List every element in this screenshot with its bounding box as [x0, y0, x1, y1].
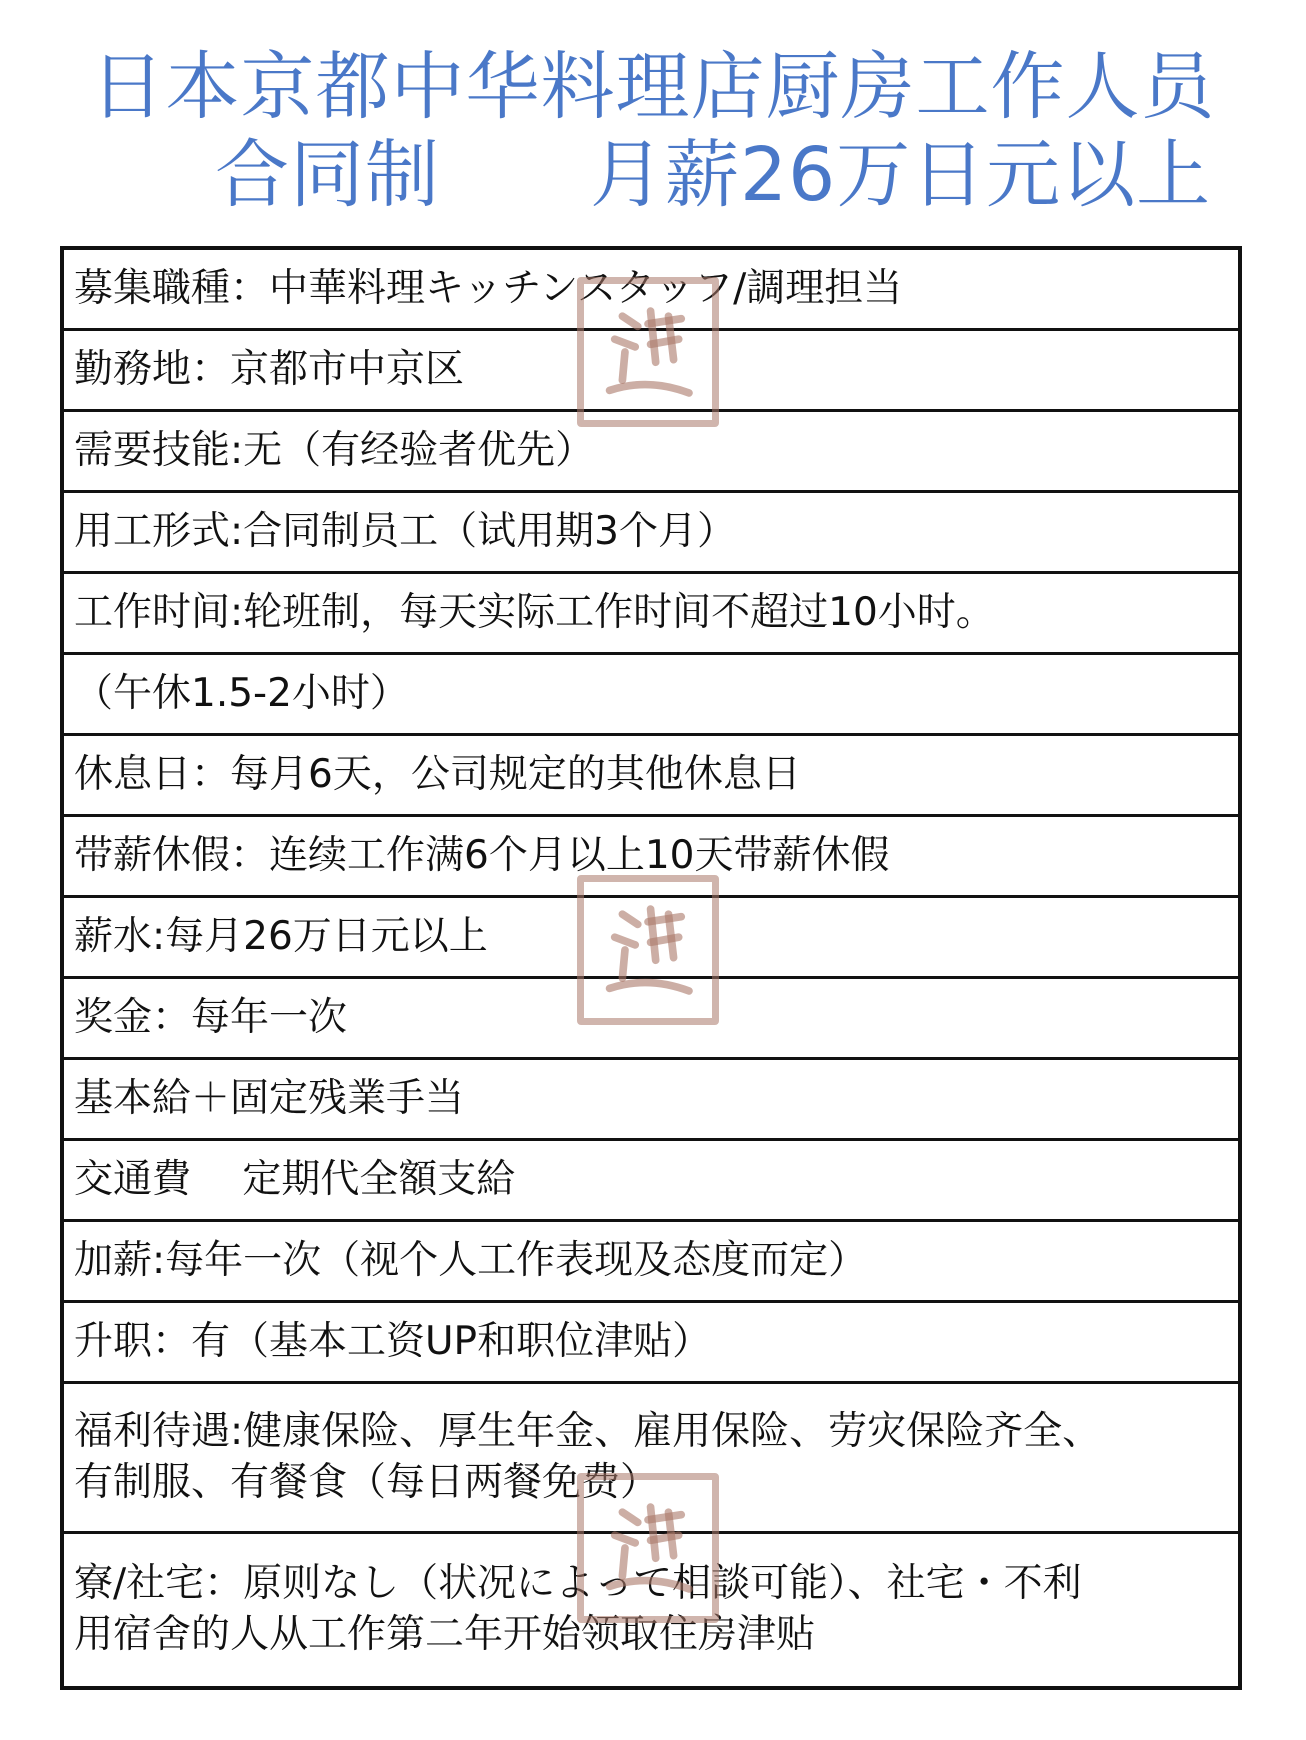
contract-type: 合同制 [215, 132, 440, 218]
row-salary: 薪水:每月26万日元以上 [74, 913, 488, 959]
row-promotion: 升职：有（基本工资UP和职位津贴） [74, 1318, 712, 1364]
row-raise: 加薪:每年一次（视个人工作表现及态度而定） [74, 1237, 868, 1283]
row-welfare [74, 1407, 1101, 1508]
table-row [64, 736, 1238, 817]
table-row [64, 817, 1238, 898]
welfare-line-1: 福利待遇:健康保险、厚生年金、雇用保险、劳灾保险齐全、 [74, 1408, 1102, 1454]
table-row [64, 574, 1238, 655]
row-holidays: 休息日：每月6天，公司规定的其他休息日 [74, 751, 801, 797]
welfare-line-2: 有制服、有餐食（每日两餐免费） [74, 1459, 660, 1505]
salary-headline: 月薪26万日元以上 [590, 132, 1212, 218]
page-subtitle [215, 132, 1212, 218]
page-title: 日本京都中华料理店厨房工作人员 [90, 44, 1216, 130]
row-bonus: 奖金：每年一次 [74, 994, 348, 1040]
housing-line-2: 用宿舍的人从工作第二年开始领取住房津贴 [74, 1612, 816, 1657]
row-lunch-break: （午休1.5-2小时） [74, 670, 409, 716]
table-row [64, 250, 1238, 331]
row-skills: 需要技能:无（有经验者优先） [74, 427, 595, 473]
table-row [64, 898, 1238, 979]
row-job-type: 募集職種：中華料理キッチンスタッフ/調理担当 [74, 265, 903, 311]
row-paid-leave: 带薪休假：连续工作满6个月以上10天带薪休假 [74, 832, 890, 878]
table-row [64, 493, 1238, 574]
table-row [64, 655, 1238, 736]
table-row [64, 1060, 1238, 1141]
table-row [64, 412, 1238, 493]
table-row [64, 1384, 1238, 1534]
row-work-hours: 工作时间:轮班制，每天实际工作时间不超过10小时。 [74, 589, 995, 635]
table-row [64, 1534, 1238, 1686]
housing-line-1: 寮/社宅：原则なし（状况によって相談可能）、社宅・不利 [74, 1561, 1082, 1607]
row-housing [74, 1559, 1082, 1660]
table-row [64, 1141, 1238, 1222]
row-transport: 交通費 定期代全額支給 [74, 1156, 516, 1202]
table-row [64, 331, 1238, 412]
row-employment-type: 用工形式:合同制员工（试用期3个月） [74, 508, 736, 554]
row-base-pay: 基本給＋固定残業手当 [74, 1075, 465, 1121]
row-location: 勤務地：京都市中京区 [74, 346, 465, 392]
table-row [64, 979, 1238, 1060]
table-row [64, 1222, 1238, 1303]
job-details-table [60, 246, 1242, 1690]
table-row [64, 1303, 1238, 1384]
